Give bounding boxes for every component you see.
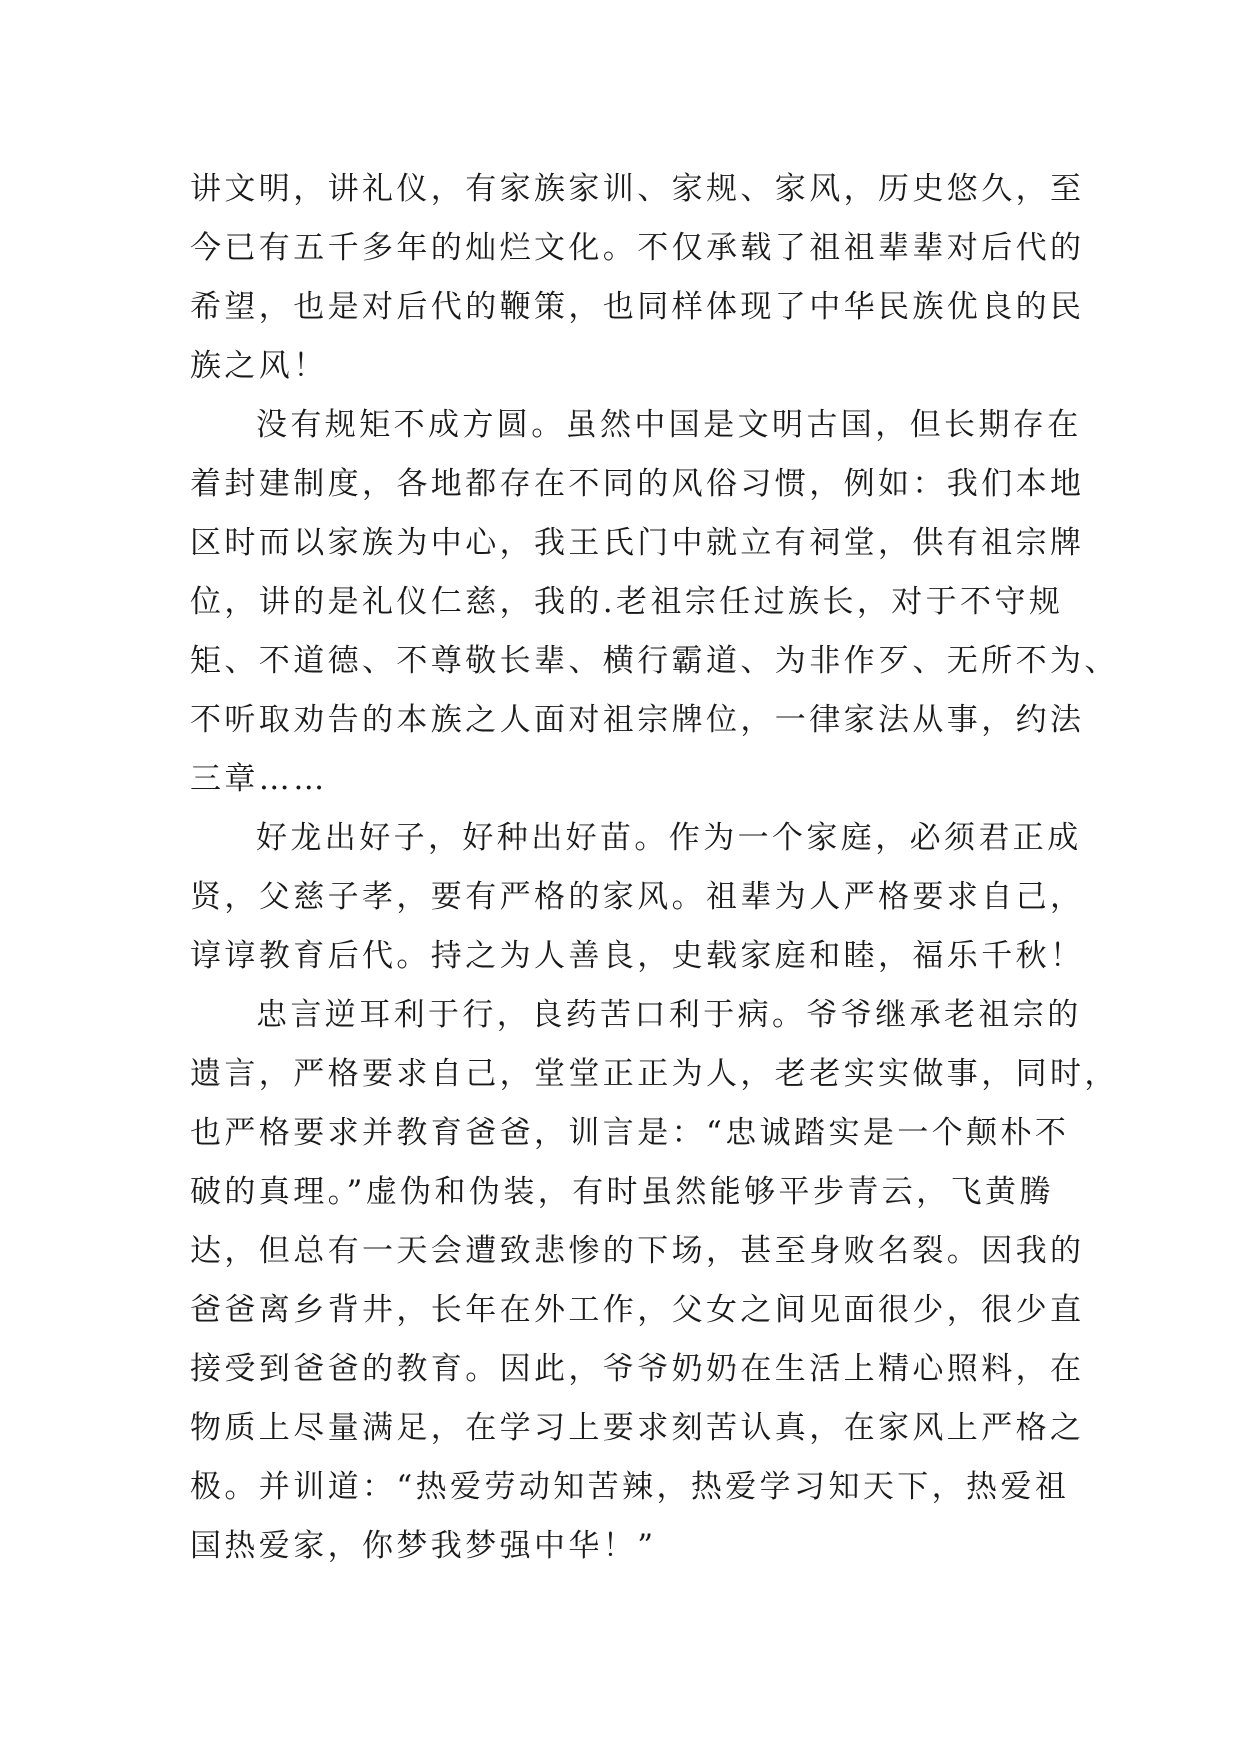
text-line: 极。并训道：“热爱劳动知苦辣，热爱学习知天下，热爱祖 [190, 1469, 1070, 1505]
text-line: 谆谆教育后代。持之为人善良，史载家庭和睦，福乐千秋！ [190, 938, 1085, 974]
text-line: 贤，父慈子孝，要有严格的家风。祖辈为人严格要求自己， [190, 879, 1085, 915]
text-line: 族之风！ [190, 348, 328, 384]
text-line: 达，但总有一天会遭致悲惨的下场，甚至身败名裂。因我的 [190, 1233, 1085, 1269]
text-line: 国热爱家，你梦我梦强中华！” [190, 1528, 657, 1564]
text-line: 也严格要求并教育爸爸，训言是：“忠诚踏实是一个颠朴不 [190, 1115, 1070, 1151]
document-body [190, 160, 1119, 1576]
text-line: 着封建制度，各地都存在不同的风俗习惯，例如：我们本地 [190, 466, 1085, 502]
text-line: 希望，也是对后代的鞭策，也同样体现了中华民族优良的民 [190, 289, 1085, 325]
text-line: 接受到爸爸的教育。因此，爷爷奶奶在生活上精心照料，在 [190, 1351, 1085, 1387]
text-line: 破的真理。”虚伪和伪装，有时虽然能够平步青云，飞黄腾 [190, 1174, 1054, 1210]
text-line: 忠言逆耳利于行，良药苦口利于病。爷爷继承老祖宗的 [256, 997, 1082, 1033]
text-line: 物质上尽量满足，在学习上要求刻苦认真，在家风上严格之 [190, 1410, 1085, 1446]
text-line: 好龙出好子，好种出好苗。作为一个家庭，必须君正成 [256, 820, 1082, 856]
text-line: 区时而以家族为中心，我王氏门中就立有祠堂，供有祖宗牌 [190, 525, 1085, 561]
text-line: 爸爸离乡背井，长年在外工作，父女之间见面很少，很少直 [190, 1292, 1085, 1328]
text-line: 不听取劝告的本族之人面对祖宗牌位，一律家法从事，约法 [190, 702, 1085, 738]
text-line: 矩、不道德、不尊敬长辈、横行霸道、为非作歹、无所不为、 [190, 643, 1119, 679]
text-line: 没有规矩不成方圆。虽然中国是文明古国，但长期存在 [256, 407, 1082, 443]
text-line: 三章…… [190, 761, 328, 797]
text-line: 位，讲的是礼仪仁慈，我的.老祖宗任过族长，对于不守规 [190, 584, 1064, 620]
text-line: 今已有五千多年的灿烂文化。不仅承载了祖祖辈辈对后代的 [190, 230, 1085, 266]
text-line: 遗言，严格要求自己，堂堂正正为人，老老实实做事，同时， [190, 1056, 1119, 1092]
text-line: 讲文明，讲礼仪，有家族家训、家规、家风，历史悠久，至 [190, 171, 1085, 207]
